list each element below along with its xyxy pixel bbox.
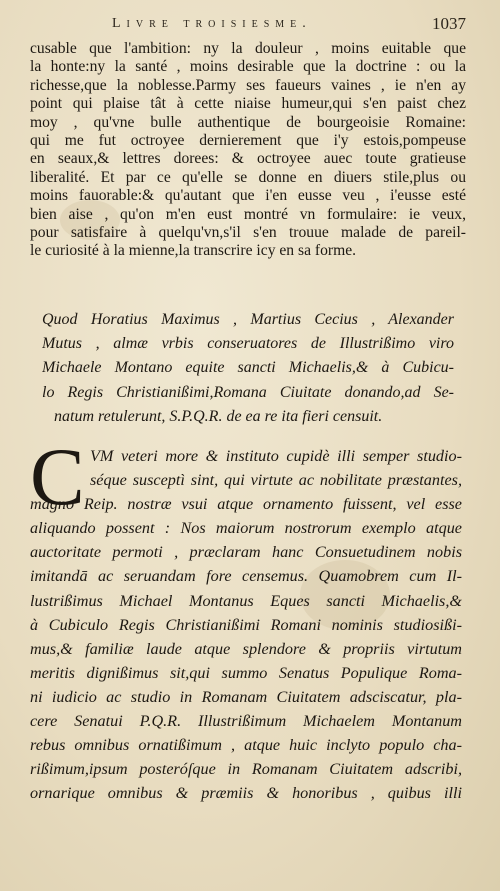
text-line: auctoritate permoti , præclaram hanc Consuetudinem nobis — [30, 543, 462, 562]
text-line: pour satisfaire à quelqu'vn,s'il s'en trouue malade de pareil- — [30, 224, 466, 242]
text-line: Michaele Montano equite sancti Michaelis,& à Cubicu- — [42, 359, 454, 377]
text-line: natum retulerunt, S.P.Q.R. de ea re ita fieri censuit. — [54, 407, 383, 425]
text-line: liberalité. Et par ce qu'elle se donne en diuers stile,plus ou — [30, 168, 466, 186]
text-line: rißimum,ipsum posteróſque in Romanam Ciuitatem adscribi, — [30, 760, 462, 779]
text-line: lustrißimus Michael Montanus Eques sancti Michaelis,& — [30, 591, 462, 610]
text-line: VM veteri more & instituto cupidè illi semper studio- — [90, 447, 462, 465]
latin-decree-body — [30, 444, 462, 805]
french-paragraph — [30, 40, 466, 261]
page-number: 1037 — [432, 14, 466, 33]
text-line: moins fauorable:& qu'autant que i'en eusse veu , i'eusse esté — [30, 187, 466, 205]
text-line: Quod Horatius Maximus , Martius Cecius , Alexander — [42, 311, 454, 328]
text-line: ni iudicio ac studio in Romanam Ciuitatem adsciscatur, pla- — [30, 687, 462, 706]
text-line: la honte:ny la santé , moins desirable que la doctrine : ou la — [30, 58, 466, 76]
text-line: cere Senatui P.Q.R. Illustrißimum Michaelem Montanum — [30, 712, 462, 731]
text-line: imitandā ac seruandam fore censemus. Quamobrem cum Il- — [30, 567, 462, 586]
text-line: le curiosité à la mienne,la transcrire icy en sa forme. — [30, 242, 357, 260]
text-line: richesse,que la noblesse.Parmy ses faueurs vaines , ie n'en ay — [30, 76, 466, 94]
text-line: moy , qu'vne bulle authentique de bourgeoisie Romaine: — [30, 113, 466, 131]
text-line: ornarique omnibus & præmiis & honoribus , quibus illi — [30, 784, 462, 803]
running-head: Livre troisiesme. — [112, 16, 312, 31]
text-line: meritis dignißimus sit,qui summo Senatus Populique Roma- — [30, 663, 462, 682]
text-line: rebus omnibus ornatißimum , atque huic inclyto populo cha- — [30, 736, 462, 755]
text-line: cusable que l'ambition: ny la douleur , moins euitable que — [30, 40, 466, 57]
text-line: lo Regis Christianißimi,Romana Ciuitate donando,ad Se- — [42, 383, 454, 401]
text-line: mus,& familiæ laude atque splendore & propriis virtutum — [30, 639, 462, 658]
page-header — [112, 16, 472, 38]
text-line: magno Reip. nostræ vsui atque ornamento fuissent, vel esse — [30, 495, 462, 514]
drop-cap: C — [30, 431, 85, 522]
text-line: Mutus , almæ vrbis conseruatores de Illustrißimo viro — [42, 335, 454, 353]
latin-decree-heading — [42, 308, 454, 429]
text-line: en seaux,& lettres dorees: & octroyee auec toute gratieuse — [30, 150, 466, 168]
text-line: à Cubiculo Regis Christianißimi Romani nominis studiosißi- — [30, 615, 462, 634]
text-line: aliquando possent : Nos maiorum nostrorum exemplo atque — [30, 519, 462, 538]
text-line: bien aise , qu'on m'en eust montré vn formulaire: ie veux, — [30, 205, 466, 223]
text-line: point qui plaise tât à cette niaise humeur,qui s'en paist chez — [30, 95, 466, 113]
text-line: séque susceptì sint, qui virtute ac nobilitate præstantes, — [90, 471, 462, 490]
text-line: qui me fut octroyee dernierement que i'y estois,pompeuse — [30, 132, 466, 150]
